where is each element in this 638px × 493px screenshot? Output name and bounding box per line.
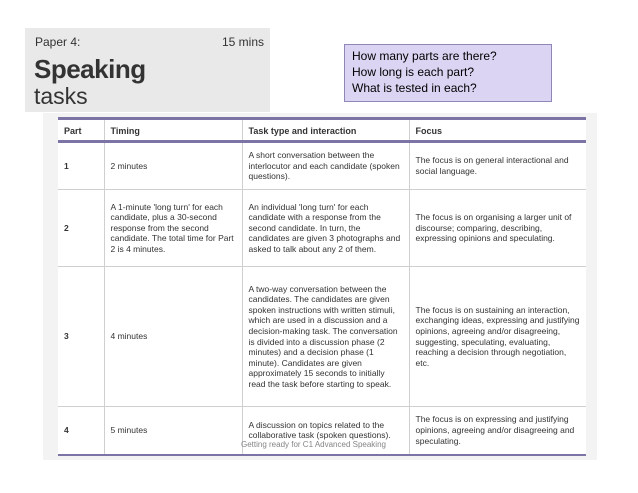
task-cell: A short conversation between the interlocutor and each candidate (spoken questions). bbox=[242, 142, 409, 190]
task-cell: An individual 'long turn' for each candidate with a response from the second candidate. In turn, the candidates are given 3 photographs and asked to talk about any 2 of them. bbox=[242, 190, 409, 267]
page-title: Speaking bbox=[34, 54, 146, 84]
timing-cell: 5 minutes bbox=[104, 407, 242, 455]
column-header-task: Task type and interaction bbox=[242, 119, 409, 142]
question-item: How long is each part? bbox=[352, 65, 475, 79]
column-header-focus: Focus bbox=[409, 119, 586, 142]
page-subtitle: tasks bbox=[34, 83, 88, 109]
table-row bbox=[58, 267, 586, 407]
focus-cell: The focus is on organising a larger unit of discourse; comparing, describing, expressing opinions and speculating. bbox=[409, 190, 586, 267]
footer-caption: Getting ready for C1 Advanced Speaking bbox=[241, 440, 386, 449]
paper-header-panel bbox=[25, 28, 270, 112]
question-item: What is tested in each? bbox=[352, 81, 477, 95]
task-cell: A discussion on topics related to the collaborative task (spoken questions). bbox=[242, 407, 409, 455]
table-row bbox=[58, 142, 586, 190]
duration-label: 15 mins bbox=[221, 35, 264, 49]
timing-cell: A 1-minute 'long turn' for each candidate, plus a 30-second response from the second candidate. The total time for Part 2 is 4 minutes. bbox=[104, 190, 242, 267]
table-header-row bbox=[58, 119, 586, 142]
focus-cell: The focus is on sustaining an interaction, exchanging ideas, expressing and justifying opinions, agreeing and/or disagreeing, suggesting, speculating, evaluating, reaching a decision through negotiation, etc. bbox=[409, 267, 586, 407]
timing-cell: 2 minutes bbox=[104, 142, 242, 190]
paper-label: Paper 4: bbox=[35, 35, 81, 49]
column-header-timing: Timing bbox=[104, 119, 242, 142]
part-number: 4 bbox=[58, 407, 104, 455]
task-cell: A two-way conversation between the candidates. The candidates are given spoken instructions with written stimuli, which are used in a discussion and a decision-making task. The conversation is divided into a discussion phase (2 minutes) and a decision phase (1 minute). Candidates are given approximately 15 seconds to initially read the task before starting to speak. bbox=[242, 267, 409, 407]
column-header-part: Part bbox=[58, 119, 104, 142]
part-number: 2 bbox=[58, 190, 104, 267]
focus-cell: The focus is on expressing and justifying opinions, agreeing and/or disagreeing and speculating. bbox=[409, 407, 586, 455]
table-row bbox=[58, 190, 586, 267]
timing-cell: 4 minutes bbox=[104, 267, 242, 407]
questions-box bbox=[344, 44, 552, 102]
question-item: How many parts are there? bbox=[352, 49, 497, 63]
speaking-tasks-table bbox=[58, 117, 586, 456]
part-number: 3 bbox=[58, 267, 104, 407]
part-number: 1 bbox=[58, 142, 104, 190]
focus-cell: The focus is on general interactional and social language. bbox=[409, 142, 586, 190]
